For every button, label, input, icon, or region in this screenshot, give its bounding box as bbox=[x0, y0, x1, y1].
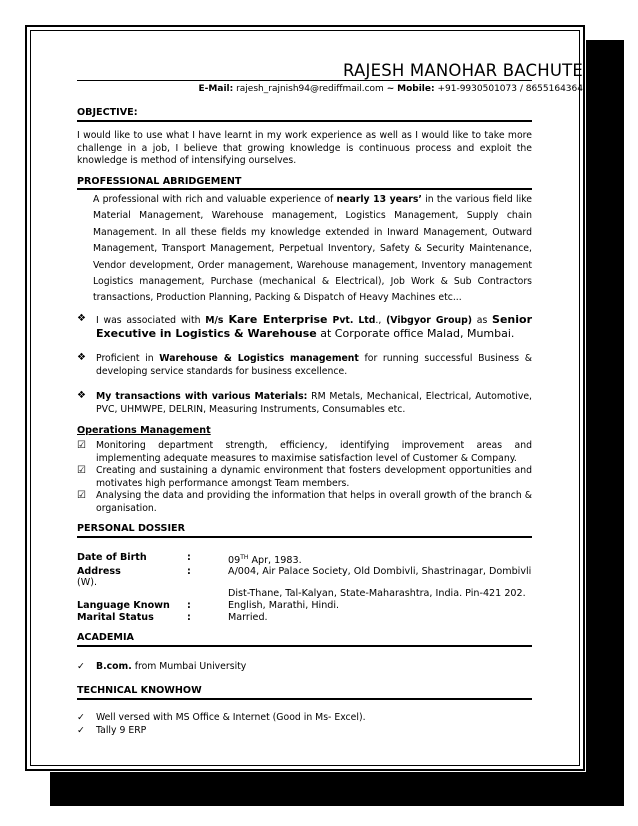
checkbox-icon: ☑ bbox=[77, 490, 86, 501]
operations-heading: Operations Management bbox=[77, 425, 211, 436]
personal-heading: PERSONAL DOSSIER bbox=[77, 523, 185, 534]
email-label: E-Mail: bbox=[198, 84, 234, 94]
abridgement-intro: A professional with rich and valuable experience of nearly 13 years’ in the various field like Material Management, Warehouse management, Logistics Management, Supply chain Management. In all these fields my knowledge extended in Inward Management, Outward Management, Transport Management, Perpetual Inventory, Safety & Security Maintenance, Vendor development, Order management, Warehouse management, Inventory management Logistics management, Purchase (mechanical & Electrical), Job Work & Sub Contractors transactions, Production Planning, Packing & Dispatch of Heavy Machines etc... bbox=[93, 194, 532, 304]
objective-rule bbox=[77, 120, 532, 122]
mobile-value: +91-9930501073 / 8655164364 bbox=[437, 84, 583, 94]
personal-rule bbox=[77, 536, 532, 538]
diamond-bullet-icon: ❖ bbox=[77, 390, 86, 401]
candidate-name: RAJESH MANOHAR BACHUTE bbox=[343, 61, 583, 80]
checkmark-icon: ✓ bbox=[77, 725, 85, 736]
checkbox-icon: ☑ bbox=[77, 465, 86, 476]
technical-rule bbox=[77, 698, 532, 700]
contact-separator: ~ bbox=[386, 84, 395, 94]
diamond-bullet-icon: ❖ bbox=[77, 352, 86, 363]
academia-rule bbox=[77, 645, 532, 647]
page-shadow-bottom bbox=[50, 772, 624, 806]
diamond-bullet-icon: ❖ bbox=[77, 313, 86, 324]
checkmark-icon: ✓ bbox=[77, 712, 85, 723]
abridgement-rule bbox=[77, 188, 532, 190]
academia-heading: ACADEMIA bbox=[77, 632, 134, 643]
objective-text: I would like to use what I have learnt in my work experience as well as I would like to take more challenge in a job, I believe that growing knowledge is continuous process and exploit the knowledge is method of intensifying ourselves. bbox=[77, 130, 532, 166]
header-rule bbox=[77, 80, 532, 81]
technical-heading: TECHNICAL KNOWHOW bbox=[77, 685, 202, 696]
page-shadow-right bbox=[586, 40, 624, 806]
email-value[interactable]: rajesh_rajnish94@rediffmail.com bbox=[236, 84, 384, 94]
checkbox-icon: ☑ bbox=[77, 440, 86, 451]
objective-heading: OBJECTIVE: bbox=[77, 107, 138, 118]
abridgement-heading: PROFESSIONAL ABRIDGEMENT bbox=[77, 176, 242, 187]
checkmark-icon: ✓ bbox=[77, 661, 85, 672]
mobile-label: Mobile: bbox=[397, 84, 435, 94]
contact-line bbox=[199, 84, 583, 94]
